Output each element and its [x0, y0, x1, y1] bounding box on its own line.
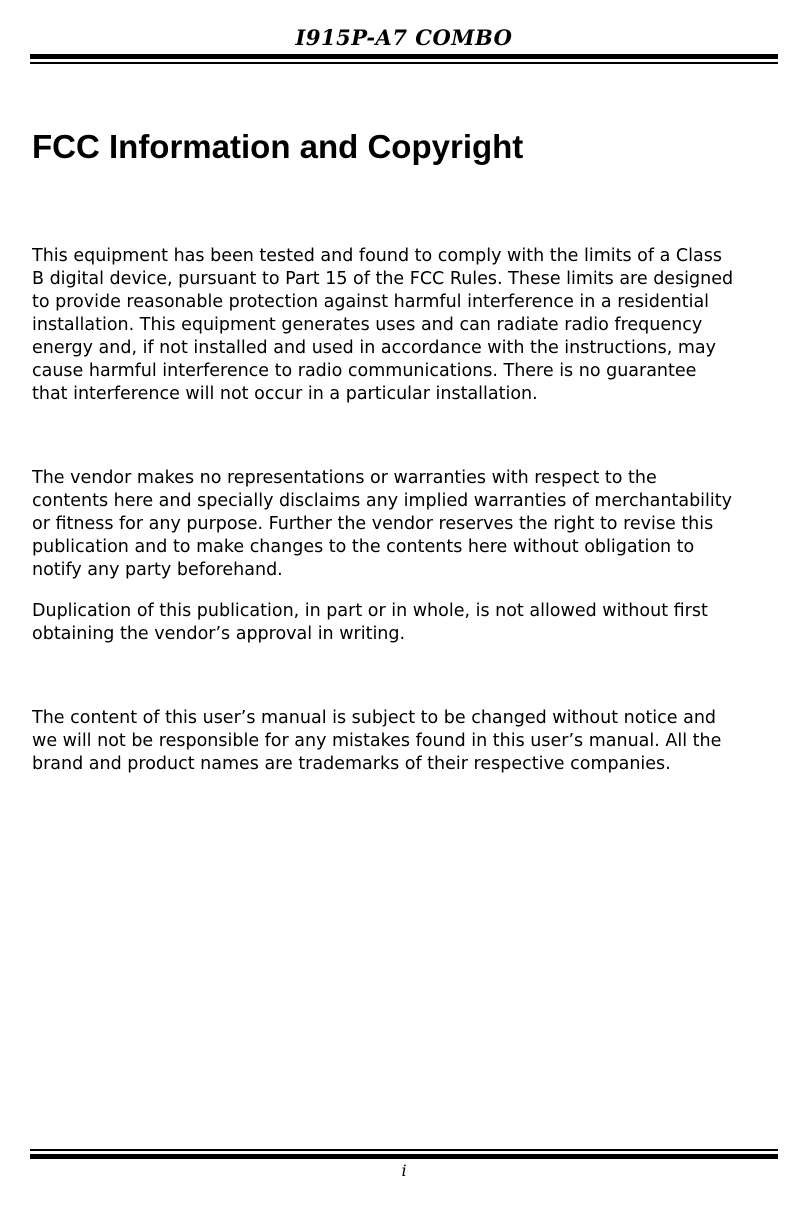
footer-rule-thick — [30, 1154, 778, 1159]
page-number: i — [401, 1161, 407, 1180]
header-rule-thick — [30, 54, 778, 59]
header-rule-thin — [30, 62, 778, 64]
header-title: I915P-A7 COMBO — [295, 25, 513, 50]
paragraph-trademarks: The content of this user’s manual is subject to be changed without notice and we will not be responsible for any mistakes found in this user’s manual. All the brand and product names are trademarks of their respective companies. — [32, 708, 722, 774]
paragraph-fcc-compliance: This equipment has been tested and found to comply with the limits of a Class B digital device, pursuant to Part 15 of the FCC Rules. These limits are designed to provide reasonable protection against harmful interference in a residential installation. This equipment generates uses and can radiate radio frequency energy and, if not installed and used in accordance with the instructions, may cause harmful interference to radio communications. There is no guarantee that interference will not occur in a particular installation. — [32, 246, 734, 404]
footer-rule-thin — [30, 1149, 778, 1151]
paragraph-warranty-disclaimer: The vendor makes no representations or warranties with respect to the contents here and specially disclaims any implied warranties of merchantability or fitness for any purpose. Further the vendor reserves the right to revise this publication and to make changes to the contents here without obligation to notify any party beforehand. — [32, 468, 732, 580]
page-title: FCC Information and Copyright — [32, 128, 524, 165]
paragraph-duplication: Duplication of this publication, in part or in whole, is not allowed without first obtaining the vendor’s approval in writing. — [32, 601, 708, 644]
